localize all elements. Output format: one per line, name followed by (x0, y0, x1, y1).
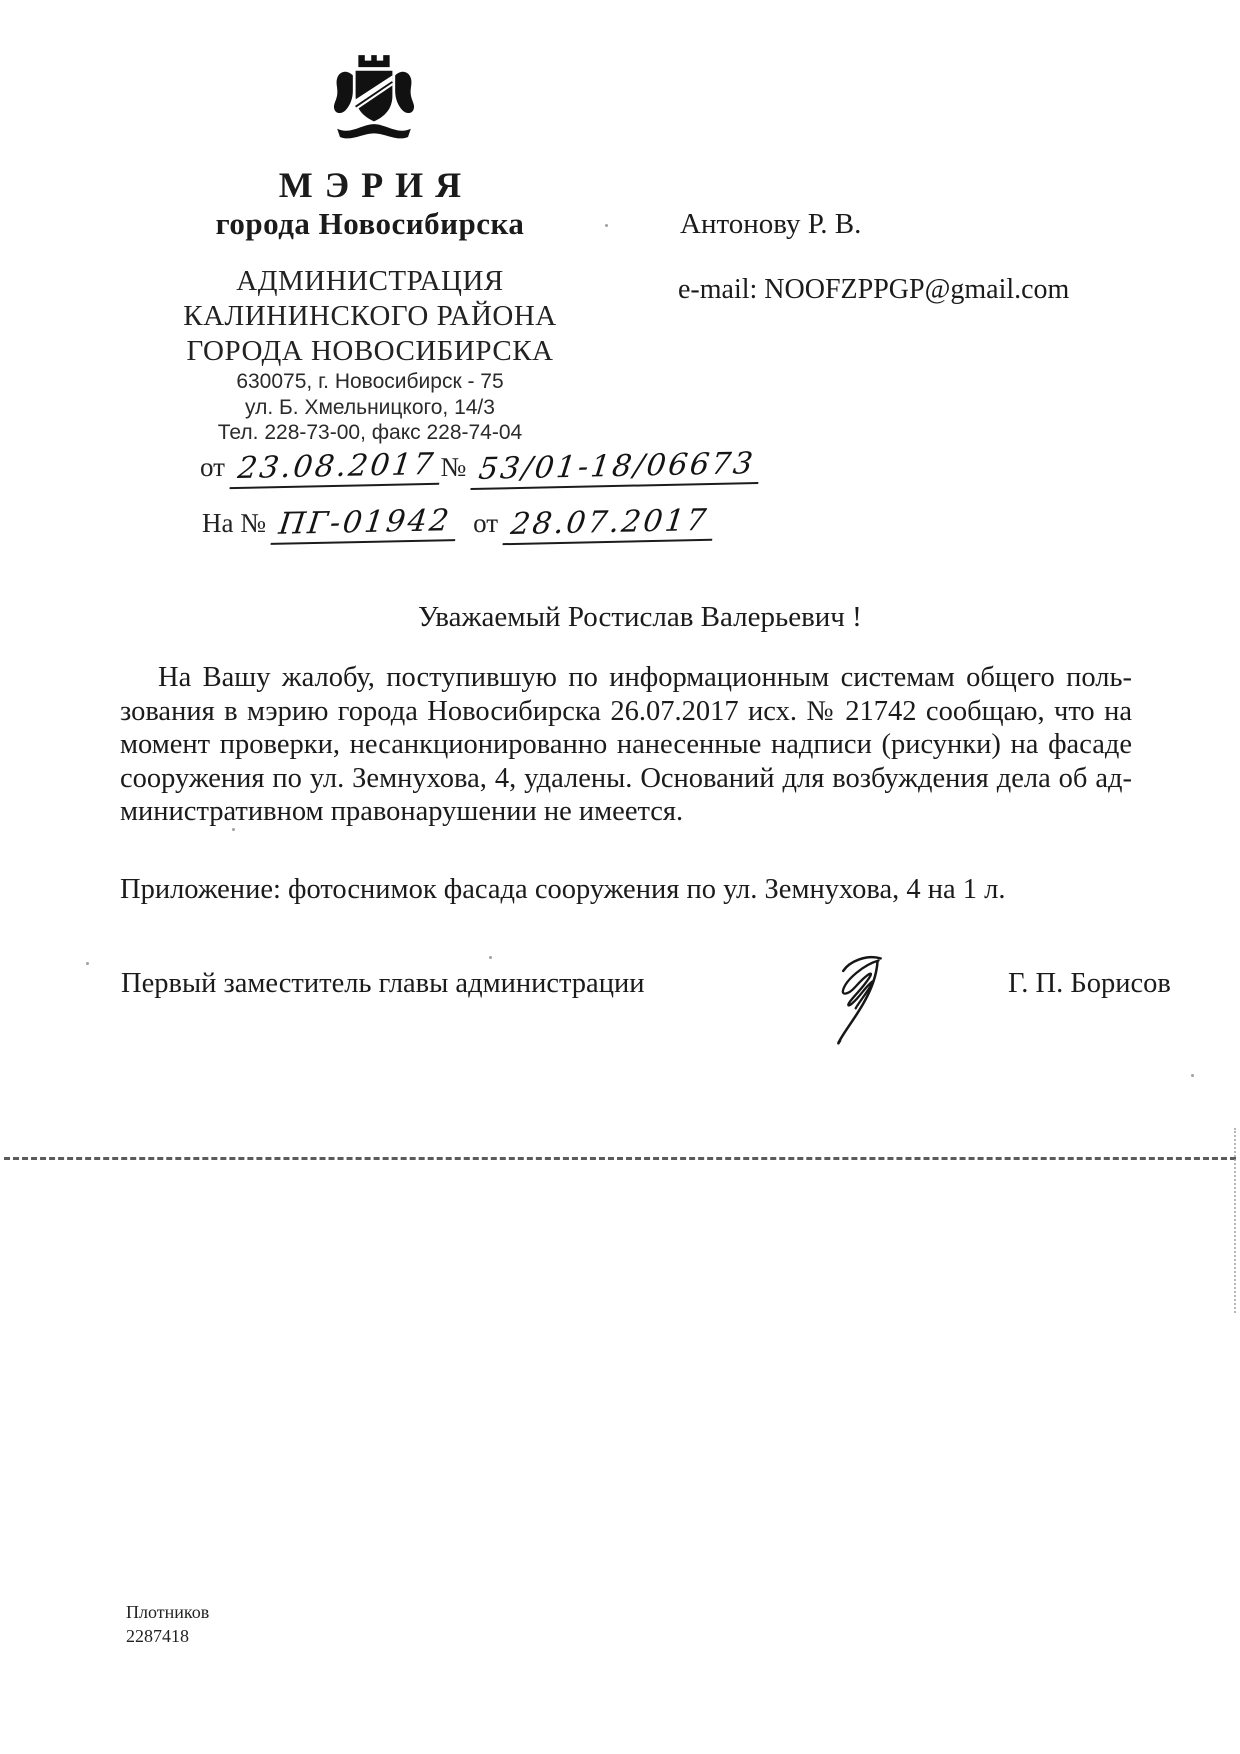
executor-phone: 2287418 (126, 1626, 189, 1646)
executor-name: Плотников (126, 1602, 210, 1622)
org-address (140, 369, 600, 446)
address-phone-line: Тел. 228-73-00, факс 228-74-04 (217, 421, 523, 444)
department-name (140, 264, 600, 369)
incoming-number-prefix: На № (202, 508, 266, 538)
executor-block (126, 1600, 209, 1648)
incoming-reference-line (202, 502, 714, 543)
outgoing-number-sign: № (440, 452, 467, 482)
signer-position-title: Первый заместитель главы администрации (121, 968, 645, 999)
body-line-4: сооружения по ул. Земнухова, 4, удалены. Оснований для возбуждения дела об ад- (120, 762, 1132, 794)
org-title-city: города Новосибирска (215, 206, 525, 241)
scan-speck (489, 956, 492, 959)
novosibirsk-coat-of-arms-icon (328, 50, 420, 156)
address-street-line: ул. Б. Хмельницкого, 14/3 (245, 395, 495, 419)
body-line-1: На Вашу жалобу, поступившую по информационным системам общего поль- (158, 662, 1132, 693)
address-postal-line: 630075, г. Новосибирск - 75 (236, 370, 504, 393)
incoming-date-handwritten: 28.07.2017 (502, 504, 716, 545)
scan-speck (605, 224, 608, 227)
department-line-1: АДМИНИСТРАЦИЯ (236, 265, 504, 297)
attachment-line: Приложение: фотоснимок фасада сооружения по ул. Земнухова, 4 на 1 л. (120, 874, 1006, 905)
scan-speck (232, 828, 235, 831)
body-line-3: момент проверки, несанкционированно нанесенные надписи (рисунки) на фасаде (120, 729, 1132, 761)
outgoing-date-handwritten: 23.08.2017 (229, 448, 443, 489)
scan-edge-artifact (1234, 1128, 1236, 1313)
outgoing-date-prefix: от (200, 452, 225, 482)
fold-dashed-divider (4, 1157, 1236, 1160)
recipient-email: e-mail: NOOFZPPGP@gmail.com (678, 274, 1070, 305)
salutation: Уважаемый Ростислав Валерьевич ! (418, 601, 862, 633)
incoming-date-prefix: от (473, 508, 499, 538)
body-line-5: министративном правонарушении не имеется. (120, 796, 684, 828)
outgoing-reference-line (200, 446, 760, 487)
org-title-mayoralty: МЭРИЯ (278, 165, 474, 205)
letter-body (120, 661, 1132, 829)
outgoing-number-handwritten: 53/01-18/06673 (470, 447, 763, 490)
scan-speck (1191, 1074, 1194, 1077)
department-line-2: КАЛИНИНСКОГО РАЙОНА (183, 300, 557, 332)
scan-speck (86, 962, 89, 965)
handwritten-signature-icon (832, 948, 896, 1052)
recipient-name: Антонову Р. В. (680, 208, 862, 240)
signer-name: Г. П. Борисов (1008, 968, 1171, 999)
incoming-number-handwritten: ПГ-01942 (270, 504, 459, 545)
department-line-3: ГОРОДА НОВОСИБИРСКА (186, 335, 554, 367)
body-line-2: зования в мэрию города Новосибирска 26.07.2017 исх. № 21742 сообщаю, что на (120, 695, 1132, 727)
